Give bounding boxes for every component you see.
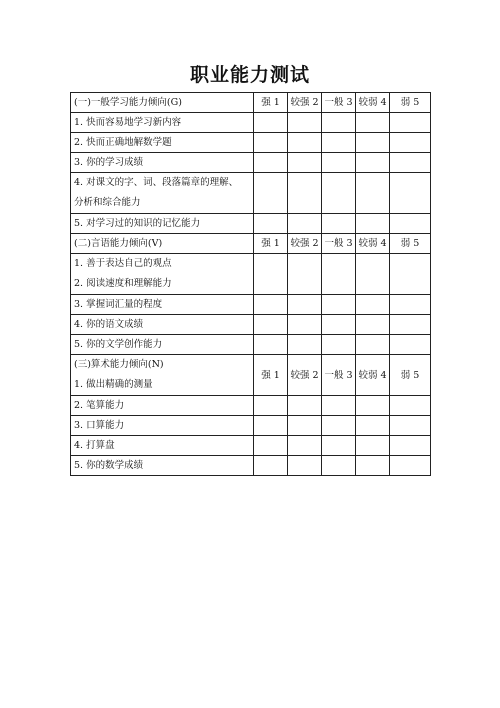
rating-cell[interactable]: [322, 396, 356, 416]
rating-cell[interactable]: [356, 214, 390, 234]
level-label: 弱 5: [390, 355, 431, 396]
rating-cell[interactable]: [390, 456, 431, 476]
rating-cell[interactable]: [254, 416, 288, 436]
rating-cell[interactable]: [390, 416, 431, 436]
rating-cell[interactable]: [390, 396, 431, 416]
item-label-line: 2. 阅读速度和理解能力: [74, 278, 172, 289]
rating-cell[interactable]: [288, 254, 322, 295]
level-label: 较弱 4: [356, 355, 390, 396]
table-row: [71, 254, 431, 295]
rating-cell[interactable]: [322, 456, 356, 476]
table-row: [71, 214, 431, 234]
rating-cell[interactable]: [288, 173, 322, 214]
table-row: [71, 133, 431, 153]
item-label-line: 1. 善于表达自己的观点: [74, 258, 172, 269]
rating-cell[interactable]: [390, 295, 431, 315]
rating-cell[interactable]: [322, 173, 356, 214]
table-row: [71, 335, 431, 355]
rating-cell[interactable]: [254, 335, 288, 355]
rating-cell[interactable]: [390, 173, 431, 214]
rating-cell[interactable]: [390, 254, 431, 295]
ability-test-table: [70, 92, 431, 476]
level-label: 弱 5: [390, 93, 431, 113]
item-label: [71, 173, 254, 214]
level-label: 强 1: [254, 355, 288, 396]
rating-cell[interactable]: [356, 456, 390, 476]
rating-cell[interactable]: [356, 113, 390, 133]
table-row: [71, 173, 431, 214]
rating-cell[interactable]: [356, 153, 390, 173]
level-label: 一般 3: [322, 93, 356, 113]
rating-cell[interactable]: [254, 315, 288, 335]
rating-cell[interactable]: [288, 153, 322, 173]
rating-cell[interactable]: [322, 436, 356, 456]
section-header-row: [71, 93, 431, 113]
rating-cell[interactable]: [254, 214, 288, 234]
table-row: [71, 153, 431, 173]
rating-cell[interactable]: [288, 295, 322, 315]
level-label: 较强 2: [288, 234, 322, 254]
table-row: [71, 396, 431, 416]
section-header-row: [71, 234, 431, 254]
rating-cell[interactable]: [254, 153, 288, 173]
item-label: 1. 快而容易地学习新内容: [71, 113, 254, 133]
rating-cell[interactable]: [254, 456, 288, 476]
rating-cell[interactable]: [288, 335, 322, 355]
level-label: 弱 5: [390, 234, 431, 254]
item-label: 3. 掌握词汇量的程度: [71, 295, 254, 315]
level-label: 较强 2: [288, 93, 322, 113]
rating-cell[interactable]: [288, 436, 322, 456]
section-header: (一)一般学习能力倾向(G): [71, 93, 254, 113]
table-row: [71, 315, 431, 335]
rating-cell[interactable]: [322, 153, 356, 173]
rating-cell[interactable]: [288, 456, 322, 476]
table-row: [71, 295, 431, 315]
level-label: 强 1: [254, 93, 288, 113]
rating-cell[interactable]: [288, 396, 322, 416]
rating-cell[interactable]: [390, 335, 431, 355]
rating-cell[interactable]: [254, 436, 288, 456]
level-label: 一般 3: [322, 355, 356, 396]
level-label: 强 1: [254, 234, 288, 254]
rating-cell[interactable]: [390, 153, 431, 173]
item-label: 4. 你的语文成绩: [71, 315, 254, 335]
rating-cell[interactable]: [322, 254, 356, 295]
rating-cell[interactable]: [390, 436, 431, 456]
rating-cell[interactable]: [322, 133, 356, 153]
rating-cell[interactable]: [322, 113, 356, 133]
rating-cell[interactable]: [356, 254, 390, 295]
page-title: 职业能力测试: [189, 64, 310, 86]
rating-cell[interactable]: [288, 315, 322, 335]
rating-cell[interactable]: [254, 113, 288, 133]
rating-cell[interactable]: [356, 133, 390, 153]
section-header-line: (三)算术能力倾向(N): [74, 359, 164, 370]
rating-cell[interactable]: [356, 335, 390, 355]
item-label: 5. 你的文学创作能力: [71, 335, 254, 355]
rating-cell[interactable]: [322, 416, 356, 436]
rating-cell[interactable]: [288, 416, 322, 436]
rating-cell[interactable]: [356, 396, 390, 416]
rating-cell[interactable]: [288, 214, 322, 234]
rating-cell[interactable]: [322, 335, 356, 355]
rating-cell[interactable]: [288, 113, 322, 133]
rating-cell[interactable]: [356, 295, 390, 315]
item-label-line: 分析和综合能力: [74, 197, 141, 208]
item-label: 5. 对学习过的知识的记忆能力: [71, 214, 254, 234]
item-label-line: 4. 对课文的字、词、段落篇章的理解、: [74, 177, 239, 188]
rating-cell[interactable]: [254, 133, 288, 153]
table-row: [71, 416, 431, 436]
item-label-line: 1. 做出精确的测量: [74, 379, 153, 390]
item-label: 2. 笔算能力: [71, 396, 254, 416]
level-label: 较强 2: [288, 355, 322, 396]
rating-cell[interactable]: [254, 254, 288, 295]
item-label: 3. 你的学习成绩: [71, 153, 254, 173]
section-header: [71, 355, 254, 396]
rating-cell[interactable]: [356, 173, 390, 214]
rating-cell[interactable]: [254, 173, 288, 214]
section-header: (二)言语能力倾向(V): [71, 234, 254, 254]
table-row: [71, 113, 431, 133]
rating-cell[interactable]: [288, 133, 322, 153]
rating-cell[interactable]: [322, 295, 356, 315]
item-label: 2. 快而正确地解数学题: [71, 133, 254, 153]
item-label: 4. 打算盘: [71, 436, 254, 456]
table-row: [71, 456, 431, 476]
rating-cell[interactable]: [322, 315, 356, 335]
section-header-row: [71, 355, 431, 396]
level-label: 一般 3: [322, 234, 356, 254]
rating-cell[interactable]: [254, 396, 288, 416]
level-label: 较弱 4: [356, 234, 390, 254]
rating-cell[interactable]: [356, 416, 390, 436]
level-label: 较弱 4: [356, 93, 390, 113]
rating-cell[interactable]: [254, 295, 288, 315]
item-label: 5. 你的数学成绩: [71, 456, 254, 476]
item-label: 3. 口算能力: [71, 416, 254, 436]
item-label: [71, 254, 254, 295]
rating-cell[interactable]: [390, 315, 431, 335]
rating-cell[interactable]: [356, 315, 390, 335]
rating-cell[interactable]: [356, 436, 390, 456]
rating-cell[interactable]: [390, 133, 431, 153]
rating-cell[interactable]: [322, 214, 356, 234]
table-row: [71, 436, 431, 456]
rating-cell[interactable]: [390, 113, 431, 133]
rating-cell[interactable]: [390, 214, 431, 234]
